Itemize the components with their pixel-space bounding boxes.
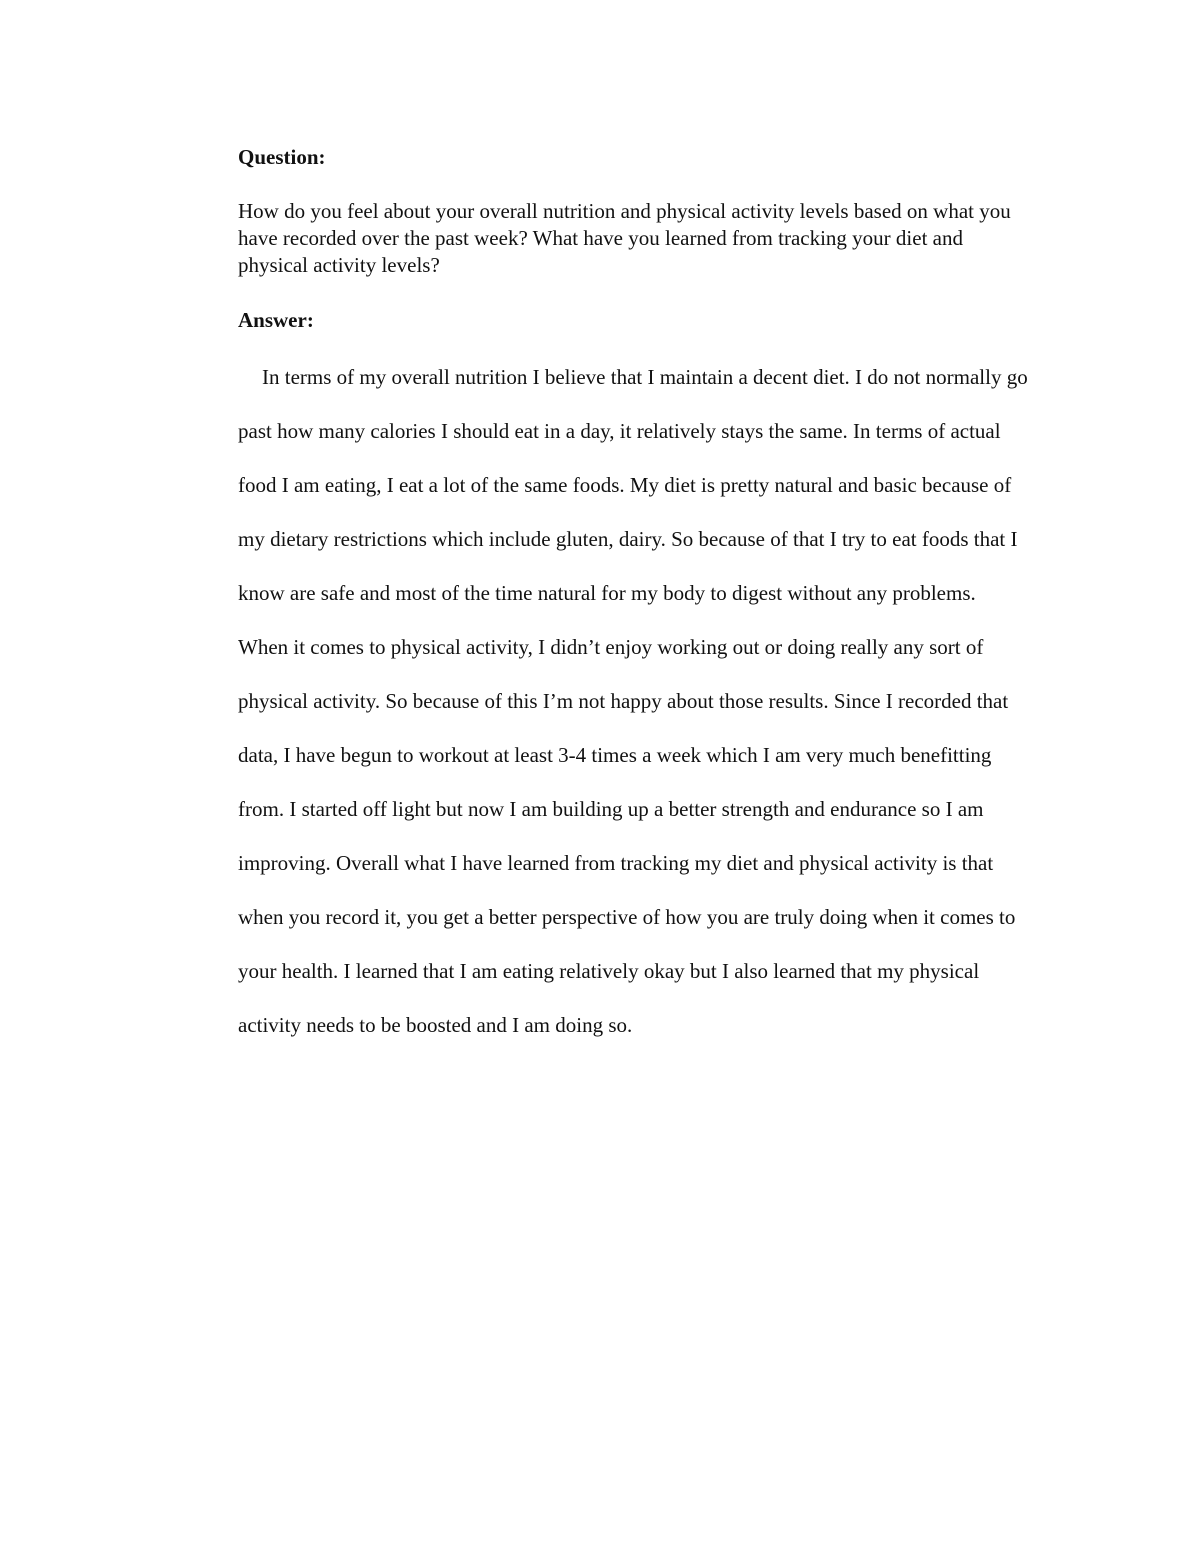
question-text: How do you feel about your overall nutrition and physical activity levels based on what you have recorded over the past week? What have you learned from tracking your diet and physical activity levels?	[238, 199, 1011, 277]
document-content	[238, 142, 1028, 1052]
answer-heading: Answer:	[238, 308, 314, 332]
answer-text: In terms of my overall nutrition I believe that I maintain a decent diet. I do not normally go past how many calories I should eat in a day, it relatively stays the same. In terms of actual food I am eating, I eat a lot of the same foods. My diet is pretty natural and basic because of my dietary restrictions which include gluten, dairy. So because of that I try to eat foods that I know are safe and most of the time natural for my body to digest without any problems. When it comes to physical activity, I didn’t enjoy working out or doing really any sort of physical activity. So because of this I’m not happy about those results. Since I recorded that data, I have begun to workout at least 3-4 times a week which I am very much benefitting from. I started off light but now I am building up a better strength and endurance so I am improving. Overall what I have learned from tracking my diet and physical activity is that when you record it, you get a better perspective of how you are truly doing when it comes to your health. I learned that I am eating relatively okay but I also learned that my physical activity needs to be boosted and I am doing so.	[238, 365, 1028, 1037]
question-heading: Question:	[238, 145, 326, 169]
